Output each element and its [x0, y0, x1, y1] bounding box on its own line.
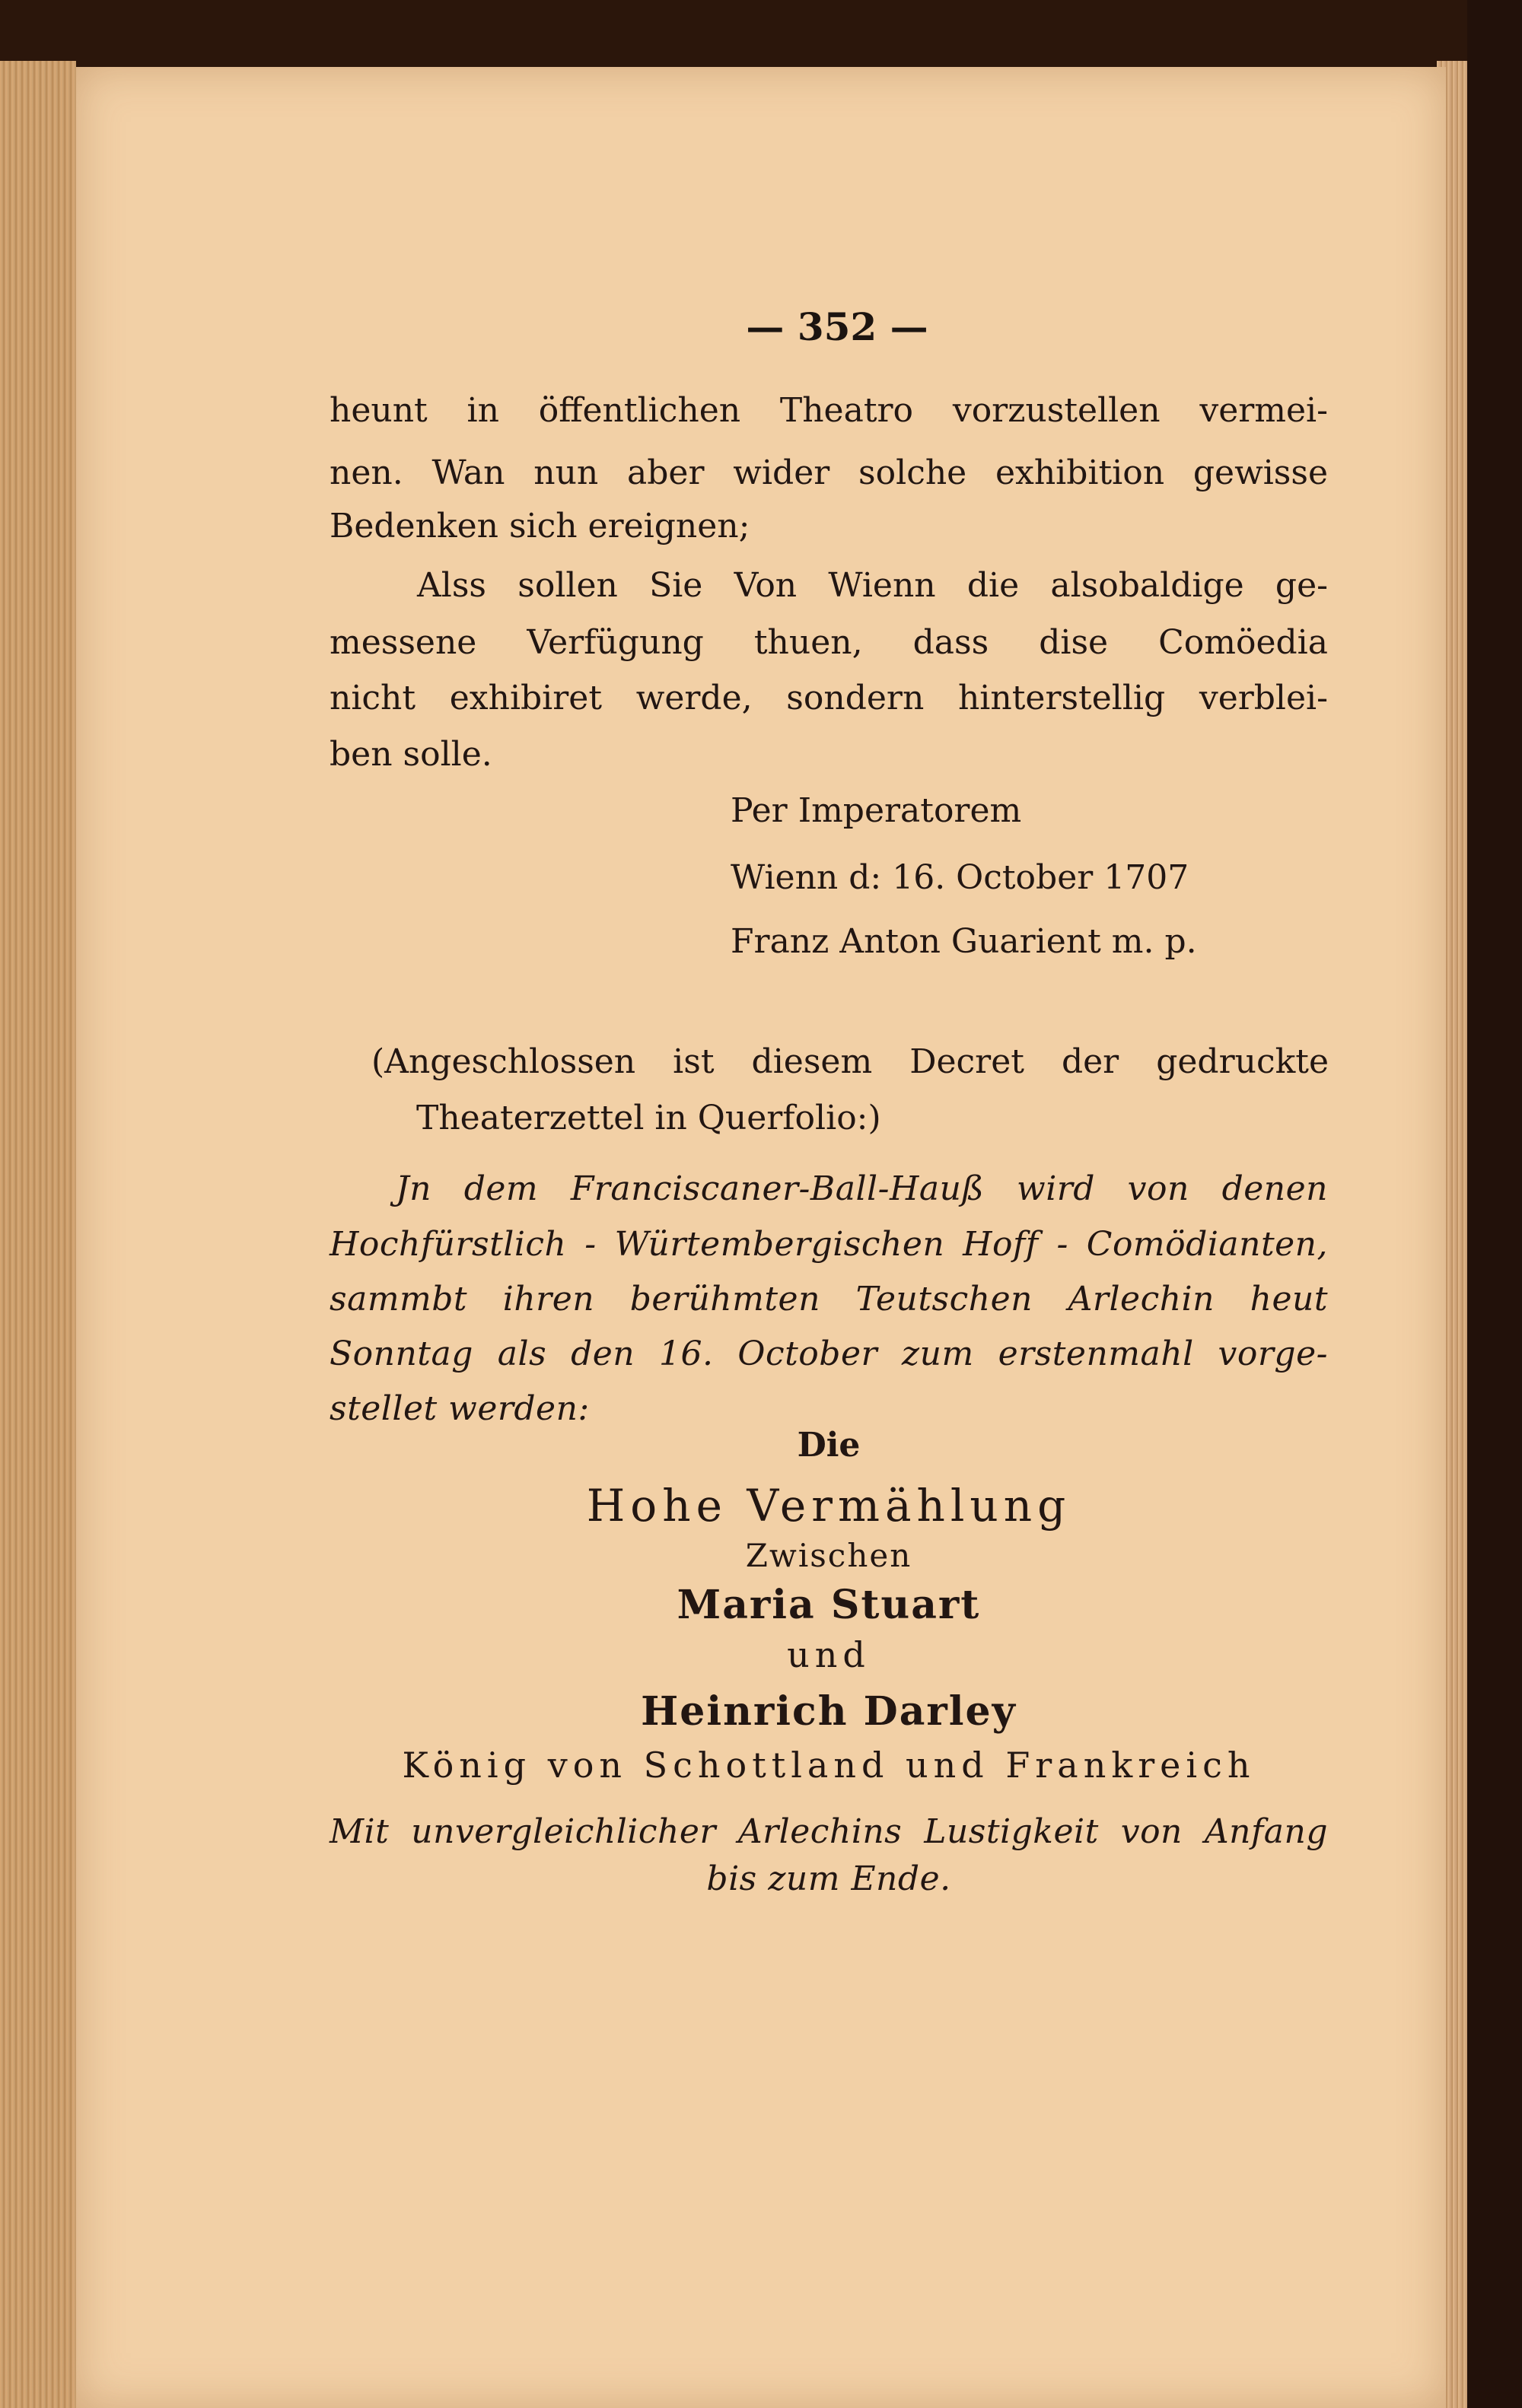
playbill-name-maria-stuart: Maria Stuart [677, 1582, 981, 1628]
playbill-line: sammbt ihren berühmten Teutschen Arlechin heut [330, 1280, 1328, 1319]
page-number: — 352 — [746, 304, 928, 349]
decree-line: ben solle. [330, 735, 492, 774]
decree-line: Bedenken sich ereignen; [330, 507, 750, 546]
playbill-line: stellet werden: [330, 1389, 590, 1428]
note-line: (Angeschlossen ist diesem Decret der gedruckte [371, 1042, 1329, 1081]
playbill-zwischen: Zwischen [745, 1537, 912, 1574]
playbill-king-line: König von Schottland und Frankreich [402, 1745, 1256, 1786]
playbill-title: Hohe Vermählung [586, 1480, 1071, 1532]
playbill-line: Sonntag als den 16. October zum erstenmahl vorge- [330, 1334, 1328, 1373]
playbill-closing-line: Mit unvergleichlicher Arlechins Lustigkeit von Anfang [330, 1812, 1328, 1851]
book-page-stack-left [0, 61, 76, 2408]
signature-line: Franz Anton Guarient m. p. [731, 922, 1197, 961]
decree-line: messene Verfügung thuen, dass dise Comöedia [330, 623, 1328, 662]
playbill-und: und [787, 1634, 871, 1675]
playbill-line: Hochfürstlich - Würtembergischen Hoff - Comödianten, [330, 1225, 1328, 1264]
playbill-line: Jn dem Franciscaner-Ball-Hauß wird von denen [396, 1169, 1328, 1208]
decree-line: Alss sollen Sie Von Wienn die alsobaldige ge- [417, 566, 1328, 605]
signature-line: Per Imperatorem [731, 791, 1022, 830]
playbill-name-heinrich-darley: Heinrich Darley [641, 1688, 1017, 1735]
decree-line: nen. Wan nun aber wider solche exhibition gewisse [330, 453, 1328, 492]
signature-line: Wienn d: 16. October 1707 [731, 858, 1189, 897]
note-line: Theaterzettel in Querfolio:) [416, 1099, 881, 1137]
scan-margin-right [1467, 0, 1522, 2408]
decree-line: nicht exhibiret werde, sondern hinterstellig verblei- [330, 679, 1328, 717]
playbill-closing-line: bis zum Ende. [706, 1859, 951, 1898]
playbill-die: Die [797, 1426, 861, 1465]
decree-line: heunt in öffentlichen Theatro vorzustellen vermei- [330, 391, 1328, 430]
